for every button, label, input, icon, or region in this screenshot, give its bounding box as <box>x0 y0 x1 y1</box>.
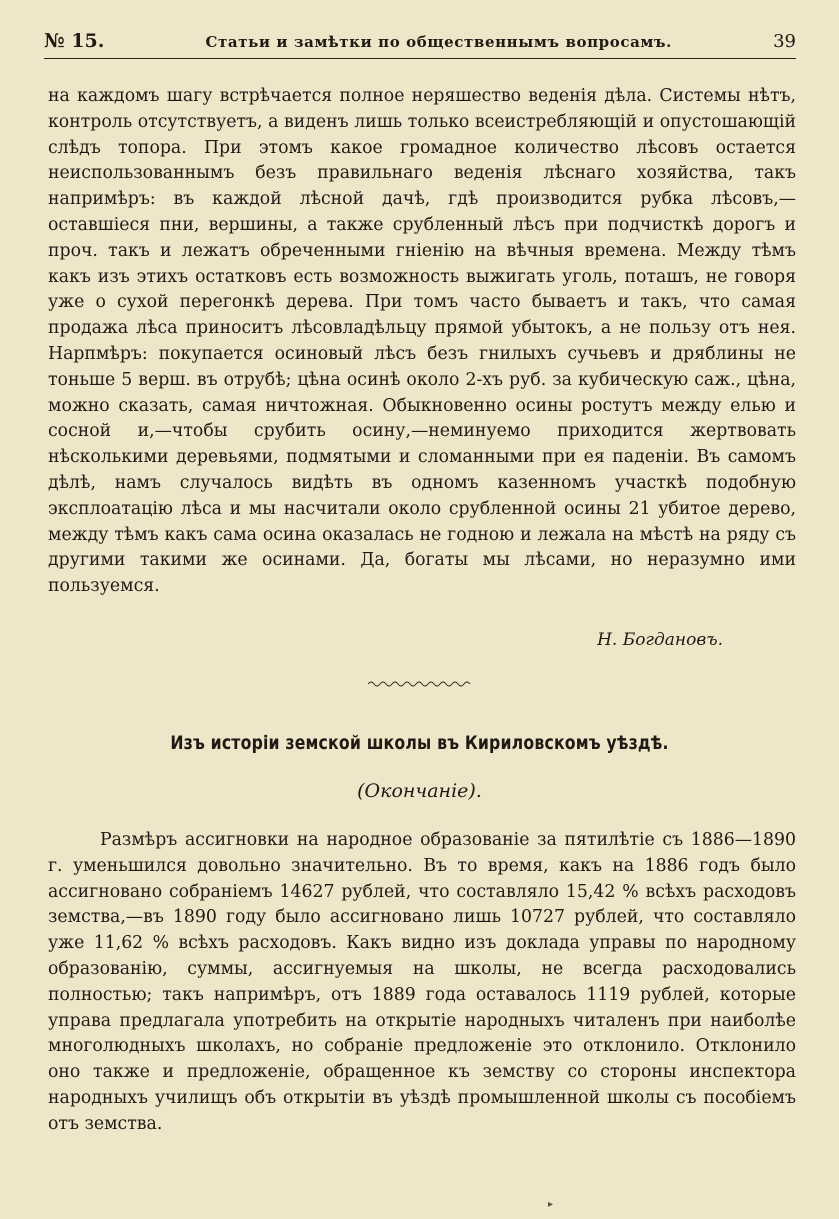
article-subtitle: (Окончаніе). <box>357 780 482 802</box>
article-title: Изъ исторіи земской школы въ Кириловскомъ уѣздѣ. <box>170 733 669 754</box>
article-school <box>48 828 796 1138</box>
section-title: Статьи и замѣтки по общественнымъ вопросамъ. <box>205 33 672 51</box>
issue-number: № 15. <box>44 30 105 52</box>
page-number: 39 <box>773 31 796 52</box>
page-mark: ▸ <box>548 1199 554 1210</box>
author-signature: Н. Богдановъ. <box>597 630 723 650</box>
article-forestry <box>48 84 796 600</box>
running-header <box>44 30 796 59</box>
article-forestry-body: на каждомъ шагу встрѣчается полное неряшество веденія дѣла. Системы нѣтъ, контроль отсутствуетъ, а виденъ лишь только всеистребляющій и опустошающій слѣдъ топора. При этомъ какое громадное количество лѣсовъ остается неиспользованнымъ безъ правильнаго веденія лѣснаго хозяйства, такъ напримѣръ: въ каждой лѣсной дачѣ, гдѣ производится рубка лѣсовъ,—оставшіеся пни, вершины, а также срубленный лѣсъ при подчисткѣ дорогъ и проч. такъ и лежатъ обреченными гніенію на вѣчныя времена. Между тѣмъ какъ изъ этихъ остатковъ есть возможность выжигать уголь, поташъ, не говоря уже о сухой перегонкѣ дерева. При томъ часто бываетъ и такъ, что самая продажа лѣса приноситъ лѣсовладѣльцу прямой убытокъ, а не пользу отъ нея. Нарпмѣръ: покупается осиновый лѣсъ безъ гнилыхъ сучьевъ и дряблины не тоньше 5 верш. въ отрубѣ; цѣна осинѣ около 2-хъ руб. за кубическую саж., цѣна, можно сказать, самая ничтожная. Обыкновенно осины ростутъ между елью и сосной и,—чтобы срубить осину,—неминуемо приходится жертвовать нѣсколькими деревьями, подмятыми и сломанными при ея паденіи. Въ самомъ дѣлѣ, намъ случалось видѣть въ одномъ казенномъ участкѣ подобную эксплоатацію лѣса и мы насчитали около срубленной осины 21 убитое дерево, между тѣмъ какъ сама осина оказалась не годною и лежала на мѣстѣ на ряду съ другими такими же осинами. Да, богаты мы лѣсами, но неразумно ими пользуемся. <box>48 86 796 597</box>
article-school-body: Размѣръ ассигновки на народное образованіе за пятилѣтіе съ 1886—1890 г. уменьшился довольно значительно. Въ то время, какъ на 1886 годъ было ассигновано собраніемъ 14627 рублей, что составляло 15,42 % всѣхъ расходовъ земства,—въ 1890 году было ассигновано лишь 10727 рублей, что составляло уже 11,62 % всѣхъ расходовъ. Какъ видно изъ доклада управы по народному образованію, суммы, ассигнуемыя на школы, не всегда расходовались полностью; такъ напримѣръ, отъ 1889 года оставалось 1119 рублей, которые управа предлагала употребить на открытіе народныхъ читаленъ при наиболѣе многолюдныхъ школахъ, но собраніе предложеніе это отклонило. Отклонило оно также и предложеніе, обращенное къ земству со стороны инспектора народныхъ училищъ объ открытіи въ уѣздѣ промышленной школы съ пособіемъ отъ земства. <box>48 830 796 1134</box>
wavy-divider <box>368 680 472 688</box>
